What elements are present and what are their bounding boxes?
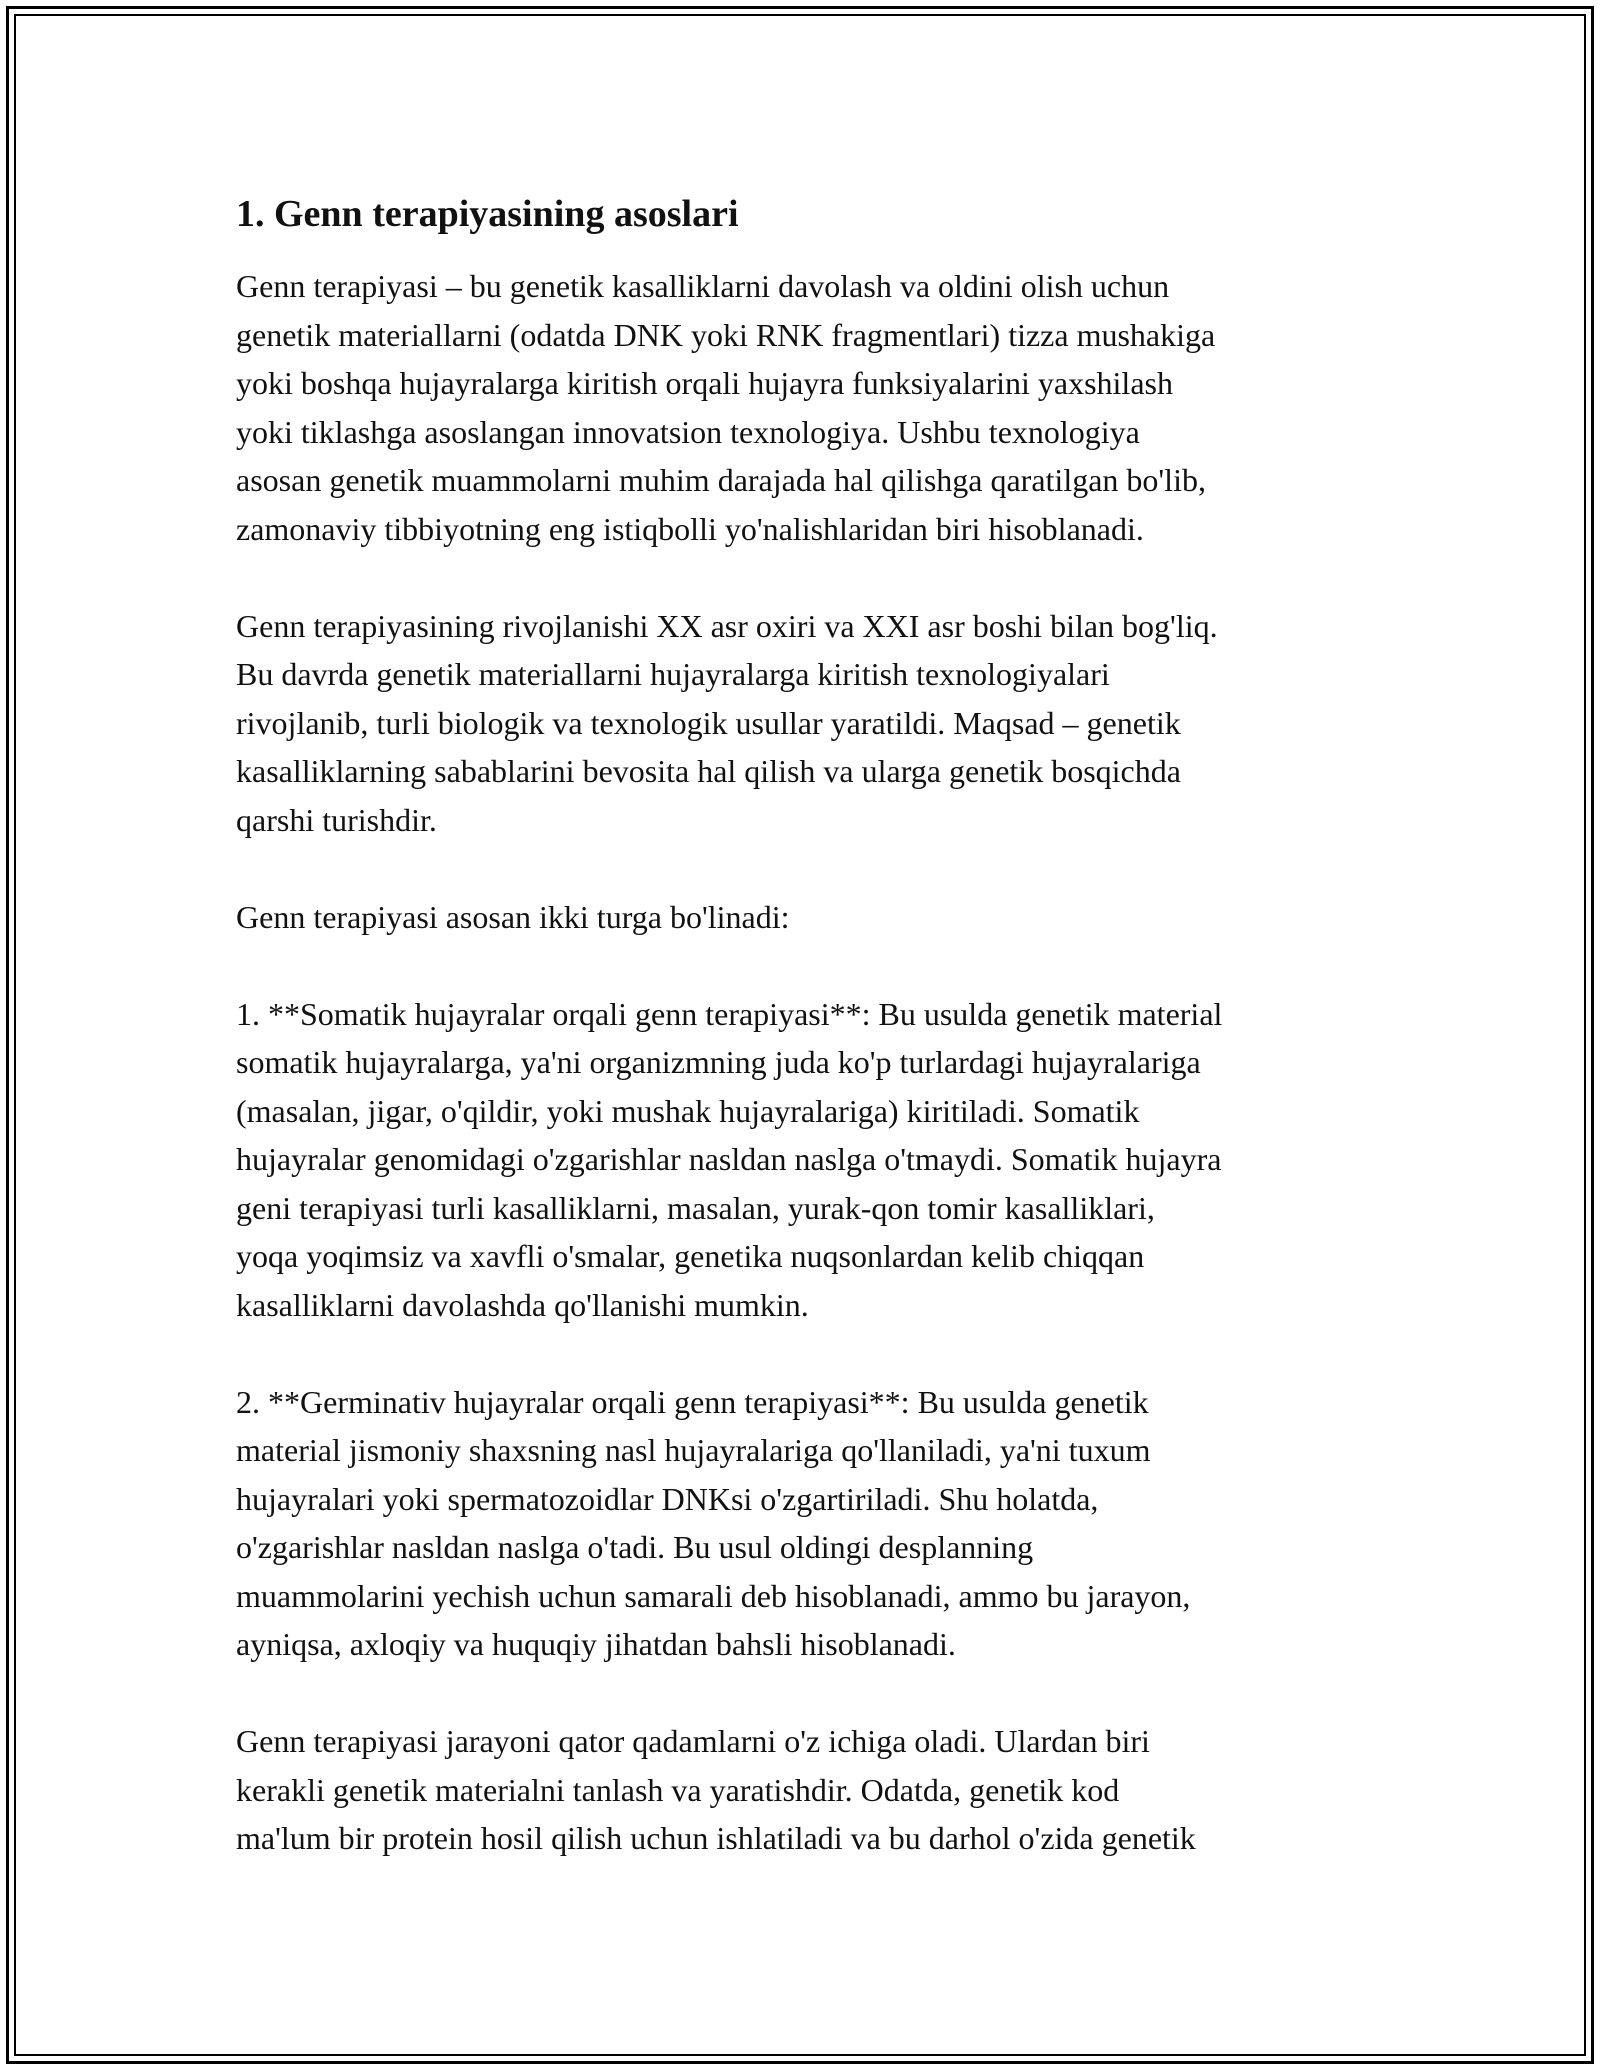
text-line: material jismoniy shaxsning nasl hujayralariga qo'llaniladi, ya'ni tuxum [236,1432,1151,1468]
text-line: yoki tiklashga asoslangan innovatsion texnologiya. Ushbu texnologiya [236,413,1140,450]
text-line: qarshi turishdir. [236,801,437,838]
text-line: yoqa yoqimsiz va xavfli o'smalar, genetika nuqsonlardan kelib chiqqan [236,1238,1145,1274]
text-line: 1. **Somatik hujayralar orqali genn terapiyasi**: Bu usulda genetik material [236,995,1223,1032]
text-line: asosan genetik muammolarni muhim darajada hal qilishga qaratilgan bo'lib, [236,462,1206,498]
paragraph-germinative [236,1378,1381,1669]
text-line: somatik hujayralarga, ya'ni organizmning juda ko'p turlardagi hujayralariga [236,1044,1201,1080]
paragraph-types-intro [236,893,1381,942]
text-line: kerakli genetik materialni tanlash va yaratishdir. Odatda, genetik kod [236,1771,1120,1808]
text-line: rivojlanib, turli biologik va texnologik usullar yaratildi. Maqsad – genetik [236,704,1181,741]
text-line: Genn terapiyasi jarayoni qator qadamlarni o'z ichiga oladi. Ulardan biri [236,1723,1150,1759]
text-line: ayniqsa, axloqiy va huquqiy jihatdan bahsli hisoblanadi. [236,1626,956,1662]
paragraph-history [236,602,1381,845]
text-line: geni terapiyasi turli kasalliklarni, masalan, yurak-qon tomir kasalliklari, [236,1189,1155,1226]
section-heading: 1. Genn terapiyasining asoslari [236,193,739,235]
text-line: (masalan, jigar, o'qildir, yoki mushak hujayralariga) kiritiladi. Somatik [236,1092,1140,1129]
text-line: Genn terapiyasi asosan ikki turga bo'linadi: [236,898,790,935]
text-line: hujayralari yoki spermatozoidlar DNKsi o'zgartiriladi. Shu holatda, [236,1480,1099,1517]
document-content [236,186,1381,1863]
paragraph-intro [236,262,1381,553]
text-line: hujayralar genomidagi o'zgarishlar nasldan naslga o'tmaydi. Somatik hujayra [236,1141,1222,1177]
paragraph-somatic [236,990,1381,1330]
text-line: 2. **Germinativ hujayralar orqali genn terapiyasi**: Bu usulda genetik [236,1383,1149,1420]
text-line: yoki boshqa hujayralarga kiritish orqali hujayra funksiyalarini yaxshilash [236,365,1173,401]
text-line: o'zgarishlar nasldan naslga o'tadi. Bu usul oldingi desplanning [236,1529,1034,1565]
text-line: Genn terapiyasi – bu genetik kasalliklarni davolash va oldini olish uchun [236,268,1170,304]
text-line: kasalliklarni davolashda qo'llanishi mumkin. [236,1286,809,1323]
text-line: Genn terapiyasining rivojlanishi XX asr oxiri va XXI asr boshi bilan bog'liq. [236,607,1218,644]
text-line: ma'lum bir protein hosil qilish uchun ishlatiladi va bu darhol o'zida genetik [236,1820,1196,1856]
text-line: zamonaviy tibbiyotning eng istiqbolli yo'nalishlaridan biri hisoblanadi. [236,510,1144,547]
paragraph-process [236,1717,1381,1863]
text-line: genetik materiallarni (odatda DNK yoki RNK fragmentlari) tizza mushakiga [236,316,1216,353]
text-line: kasalliklarning sabablarini bevosita hal qilish va ularga genetik bosqichda [236,753,1181,789]
text-line: Bu davrda genetik materiallarni hujayralarga kiritish texnologiyalari [236,656,1110,692]
text-line: muammolarini yechish uchun samarali deb hisoblanadi, ammo bu jarayon, [236,1577,1191,1614]
